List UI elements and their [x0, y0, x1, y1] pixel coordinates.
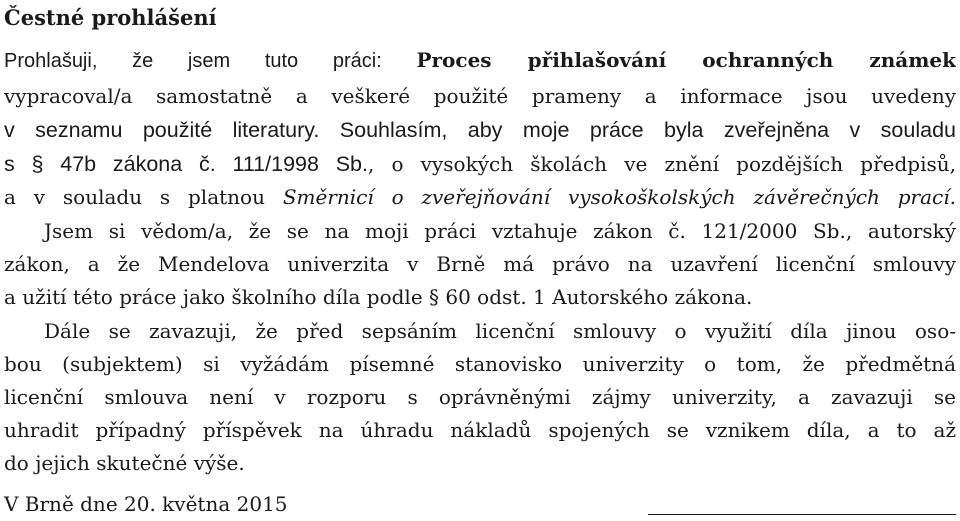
thesis-title: Proces přihlašování ochranných známek: [416, 48, 956, 72]
text-line-8: [4, 281, 956, 313]
text-line-13: do jejich skutečné výše.: [4, 451, 245, 475]
text-line-7: zákon, a že Mendelova univerzita v Brně má právo na uzavření licenční smlouvy: [4, 252, 956, 276]
text-segment: a užití této práce jako školního díla podle: [4, 285, 430, 309]
text-line-10: bou (subjektem) si vyžádám písemné stanovisko univerzity o tom, že předmětná: [4, 352, 956, 376]
text-line-12: uhradit případný příspěvek na úhradu nákladů spojených se vznikem díla, a to až: [4, 418, 956, 442]
text-segment: s § 47b zákona č. 111/1998 Sb.: [4, 152, 368, 176]
text-line-1: [4, 44, 956, 76]
text-segment: 60 odst. 1 Autorského zákona.: [439, 285, 753, 309]
signature-line: [648, 514, 956, 515]
page-title: Čestné prohlášení: [4, 5, 217, 30]
directive-title: Směrnicí o zveřejňování vysokoškolských závěrečných prací.: [282, 185, 956, 209]
text-segment: a v souladu s platnou: [4, 185, 283, 209]
text-segment: , o vysokých školách ve znění pozdějších předpisů,: [367, 152, 956, 176]
section-sign: §: [429, 285, 440, 309]
text-line-11: licenční smlouva není v rozporu s oprávněnými zájmy univerzity, a zavazuji se: [4, 385, 956, 409]
text-line-2: vypracoval/a samostatně a veškeré použité prameny a informace jsou uvedeny: [4, 84, 956, 108]
text-line-4: [4, 148, 956, 180]
text-segment: Jsem si vědom/a, že se na moji práci vztahuje zákon č. 121/2000 Sb.: [44, 219, 846, 243]
text-line-3: v seznamu použité literatury. Souhlasím, aby moje práce byla zveřejněna v souladu: [4, 118, 956, 142]
text-line-9: Dále se zavazuji, že před sepsáním licenční smlouvy o využití díla jinou oso-: [44, 319, 956, 343]
text-segment: Prohlašuji, že jsem tuto práci:: [4, 50, 417, 72]
place-date: V Brně dne 20. května 2015: [4, 492, 288, 516]
text-segment: , autorský: [845, 219, 956, 243]
text-line-6: [4, 215, 956, 247]
text-line-5: [4, 181, 956, 213]
